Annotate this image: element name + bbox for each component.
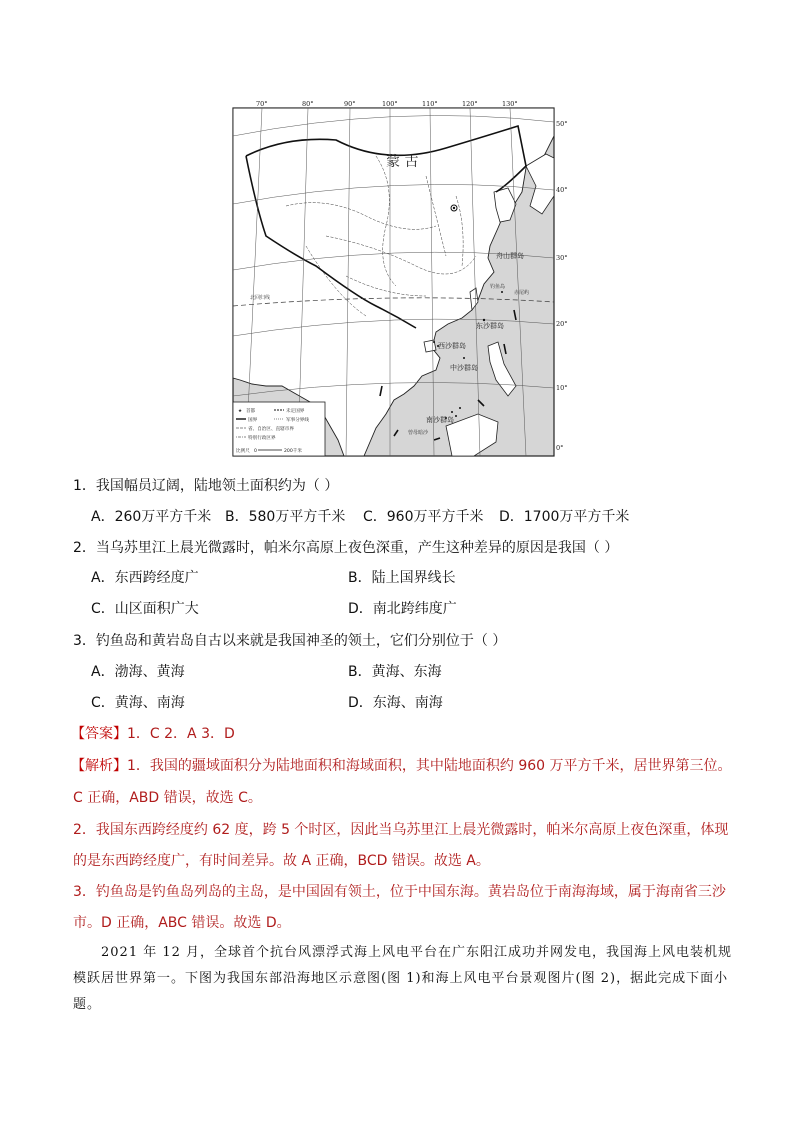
label-zengmu: 曾母暗沙 xyxy=(408,430,429,436)
lon-label-90: 90° xyxy=(344,100,356,108)
lat-label-30: 30° xyxy=(556,254,568,262)
legend-provincial: 省、自治区、直辖市界 xyxy=(248,427,294,432)
lon-label-110: 110° xyxy=(422,100,438,108)
legend-undetermined: 未定国界 xyxy=(286,409,305,414)
passage-line-1: 2021 年 12 月，全球首个抗台风漂浮式海上风电平台在广东阳江成功并网发电，我国海上风电装机规 xyxy=(101,945,733,960)
label-nansha: 南沙群岛 xyxy=(426,416,454,424)
question-2-option-a[interactable]: A．东西跨经度广 xyxy=(91,570,199,586)
question-1-option-c[interactable]: C．960万平方千米 xyxy=(363,509,484,525)
passage-line-3: 题。 xyxy=(73,997,102,1012)
lon-label-70: 70° xyxy=(256,100,268,108)
label-dongsha: 东沙群岛 xyxy=(476,322,504,330)
label-zhoushan: 舟山群岛 xyxy=(496,252,524,260)
question-3-option-a[interactable]: A．渤海、黄海 xyxy=(91,664,185,680)
legend-national: 国界 xyxy=(248,418,258,423)
analysis-line-2: C 正确，ABD 错误，故选 C。 xyxy=(73,790,262,806)
question-1-option-d[interactable]: D．1700万平方千米 xyxy=(499,509,630,525)
question-1-option-a[interactable]: A．260万平方千米 xyxy=(91,509,212,525)
map-legend xyxy=(233,402,325,456)
question-2-option-b[interactable]: B．陆上国界线长 xyxy=(348,570,456,586)
question-2-option-d[interactable]: D．南北跨纬度广 xyxy=(348,601,457,617)
label-xisha: 西沙群岛 xyxy=(438,342,466,350)
question-1-stem: 1．我国幅员辽阔，陆地领土面积约为（ ） xyxy=(73,478,339,494)
lat-label-0: 0° xyxy=(556,444,564,452)
answer-tag: 【答案】 xyxy=(71,726,127,742)
analysis-line-6: 市。D 正确，ABC 错误。故选 D。 xyxy=(73,915,291,931)
lon-label-80: 80° xyxy=(302,100,314,108)
china-map-figure xyxy=(226,96,568,460)
lat-label-40: 40° xyxy=(556,186,568,194)
question-3-option-b[interactable]: B．黄海、东海 xyxy=(348,664,442,680)
question-1-option-b[interactable]: B．580万平方千米 xyxy=(225,509,346,525)
lat-label-10: 10° xyxy=(556,384,568,392)
question-3-stem: 3．钓鱼岛和黄岩岛自古以来就是我国神圣的领土，它们分别位于（ ） xyxy=(73,633,507,649)
lat-label-20: 20° xyxy=(556,320,568,328)
legend-capital-symbol: ★ xyxy=(238,409,243,414)
legend-scale-value: 200千米 xyxy=(284,449,302,454)
question-3-option-c[interactable]: C．黄海、南海 xyxy=(91,695,185,711)
analysis-line-1 xyxy=(71,756,732,776)
answer-text: 1．C 2．A 3．D xyxy=(127,726,235,742)
analysis-line-5: 3．钓鱼岛是钓鱼岛列岛的主岛，是中国固有领土，位于中国东海。黄岩岛位于南海海域，属于海南省三沙 xyxy=(73,884,726,900)
lon-label-120: 120° xyxy=(462,100,478,108)
capital-marker xyxy=(451,205,457,211)
question-2-option-c[interactable]: C．山区面积广大 xyxy=(91,601,199,617)
question-2-stem: 2．当乌苏里江上晨光微露时，帕米尔高原上夜色深重，产生这种差异的原因是我国（ ） xyxy=(73,540,619,556)
lat-label-50: 50° xyxy=(556,120,568,128)
passage-line-2: 模跃居世界第一。下图为我国东部沿海地区示意图(图 1)和海上风电平台景观图片(图 2)，据此完成下面小 xyxy=(73,971,729,986)
analysis-line-4: 的是东西跨经度广，有时间差异。故 A 正确，BCD 错误。故选 A。 xyxy=(73,853,490,869)
analysis-text-1: 1．我国的疆域面积分为陆地面积和海域面积，其中陆地面积约 960 万平方千米，居世界第三位。 xyxy=(127,758,732,774)
answer-line xyxy=(71,724,235,744)
lon-label-100: 100° xyxy=(382,100,398,108)
legend-scale-label: 比例尺 xyxy=(236,449,250,454)
country-label-mongolia: 蒙 古 xyxy=(386,154,419,170)
label-chiwei: 赤尾屿 xyxy=(514,290,530,296)
label-diaoyu: 钓鱼岛 xyxy=(490,284,506,290)
legend-scale-zero: 0 xyxy=(254,449,257,454)
china-map xyxy=(226,96,568,460)
label-zhongsha: 中沙群岛 xyxy=(450,364,478,372)
analysis-line-3: 2．我国东西跨经度约 62 度，跨 5 个时区，因此当乌苏里江上晨光微露时，帕米尔高原上夜色深重，体现 xyxy=(73,822,729,838)
legend-capital: 首都 xyxy=(246,409,256,414)
label-tropic: 北回归线 xyxy=(250,295,271,301)
question-3-option-d[interactable]: D．东海、南海 xyxy=(348,695,443,711)
legend-sar: 特别行政区界 xyxy=(248,436,276,441)
analysis-tag: 【解析】 xyxy=(71,758,127,774)
lon-label-130: 130° xyxy=(502,100,518,108)
legend-military: 军事分界线 xyxy=(286,418,309,423)
passage-paragraph xyxy=(73,940,733,1018)
